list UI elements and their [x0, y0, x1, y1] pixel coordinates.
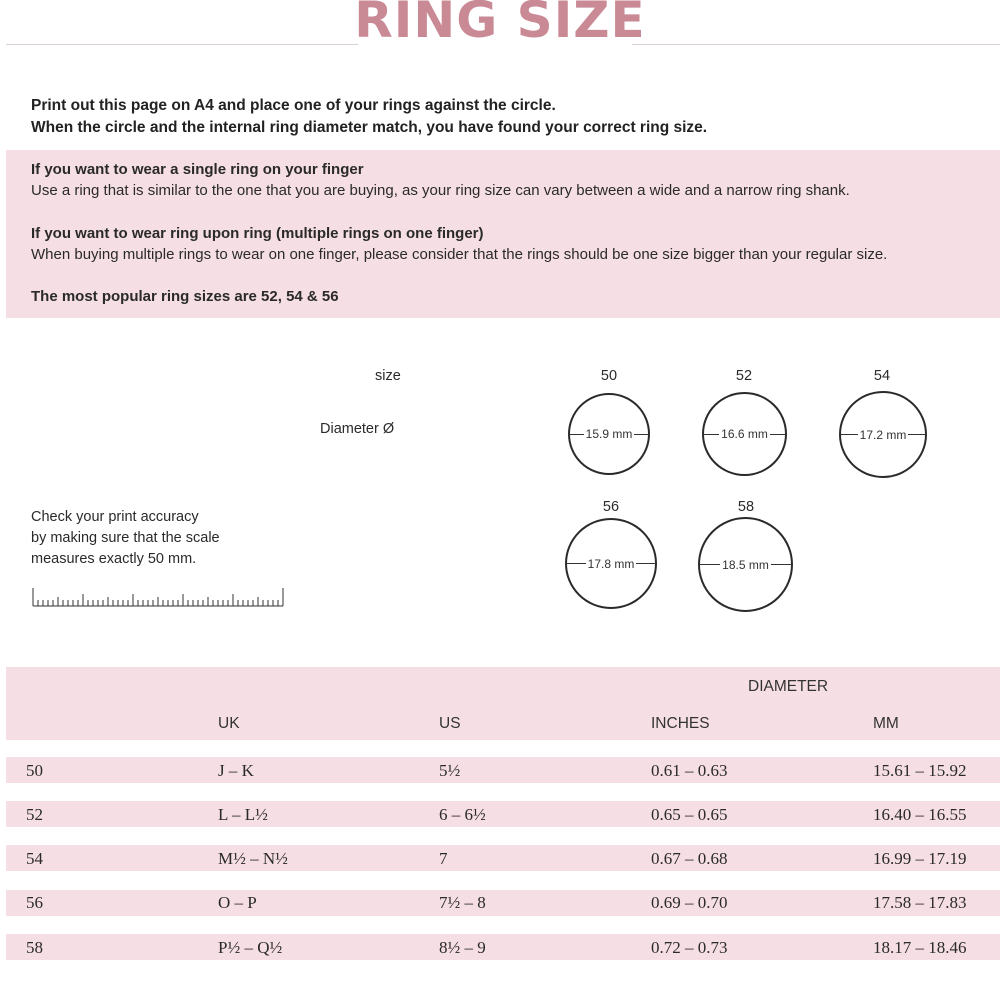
- multi-ring-info: [31, 223, 887, 265]
- multi-ring-text: When buying multiple rings to wear on one finger, please consider that the rings should be one size bigger than your regular size.: [31, 246, 888, 263]
- ring-size-54: 54: [873, 368, 891, 384]
- table-row: [6, 845, 1000, 871]
- ring-circle-56: [565, 518, 657, 609]
- table-cell-size: 50: [26, 761, 43, 780]
- column-header-inches: INCHES: [651, 715, 710, 732]
- ring-size-52: 52: [735, 368, 753, 384]
- table-cell-us: 8½ – 9: [439, 938, 486, 957]
- table-cell-mm: 15.61 – 15.92: [873, 761, 967, 780]
- table-cell-inches: 0.72 – 0.73: [651, 938, 728, 957]
- diameter-label: Diameter Ø: [320, 421, 395, 437]
- page-title: RING SIZE: [354, 0, 646, 49]
- table-row: [6, 757, 1000, 783]
- table-cell-inches: 0.67 – 0.68: [651, 849, 728, 868]
- table-row: [6, 934, 1000, 960]
- ring-circle-52: [702, 392, 787, 476]
- table-cell-uk: P½ – Q½: [218, 938, 283, 957]
- ring-mm-52: 16.6 mm: [721, 427, 768, 441]
- table-cell-inches: 0.61 – 0.63: [651, 761, 728, 780]
- table-cell-inches: 0.65 – 0.65: [651, 805, 728, 824]
- accuracy-line-1: Check your print accuracy: [31, 509, 199, 525]
- ring-mm-58: 18.5 mm: [722, 557, 769, 572]
- accuracy-line-2: by making sure that the scale: [31, 530, 220, 546]
- table-cell-size: 56: [26, 893, 43, 912]
- ring-size-50: 50: [600, 368, 618, 384]
- table-cell-us: 7½ – 8: [439, 893, 486, 912]
- table-cell-size: 54: [26, 849, 43, 868]
- scale-ruler-50mm: [31, 586, 285, 612]
- table-cell-size: 58: [26, 938, 43, 957]
- multi-ring-heading: If you want to wear ring upon ring (multiple rings on one finger): [31, 225, 484, 242]
- table-cell-mm: 17.58 – 17.83: [873, 893, 967, 912]
- table-cell-size: 52: [26, 805, 43, 824]
- ring-mm-50: 15.9 mm: [585, 427, 633, 441]
- popular-sizes-note: The most popular ring sizes are 52, 54 & 56: [31, 288, 339, 305]
- intro-line-2: When the circle and the internal ring diameter match, you have found your correct ring size.: [31, 119, 708, 136]
- ring-circle-54: [839, 391, 927, 478]
- size-label: size: [375, 368, 401, 384]
- table-row: [6, 801, 1000, 827]
- ring-mm-54: 17.2 mm: [859, 427, 907, 442]
- table-cell-mm: 16.99 – 17.19: [873, 849, 967, 868]
- ring-circle-58: [698, 517, 793, 612]
- table-cell-uk: L – L½: [218, 805, 268, 824]
- table-cell-uk: J – K: [218, 761, 254, 780]
- single-ring-heading: If you want to wear a single ring on your finger: [31, 161, 364, 178]
- table-cell-us: 6 – 6½: [439, 805, 486, 824]
- table-header-band: [6, 667, 1000, 740]
- ring-size-56: 56: [602, 499, 620, 515]
- ring-circle-50: [568, 393, 650, 475]
- table-cell-mm: 18.17 – 18.46: [873, 938, 967, 957]
- table-cell-mm: 16.40 – 16.55: [873, 805, 967, 824]
- column-header-us: US: [439, 715, 461, 732]
- table-cell-uk: O – P: [218, 893, 257, 912]
- single-ring-text: Use a ring that is similar to the one that you are buying, as your ring size can vary between a wide and a narrow ring shank.: [31, 182, 850, 199]
- single-ring-info: [31, 159, 850, 201]
- table-row: [6, 890, 1000, 916]
- column-header-mm: MM: [873, 715, 899, 732]
- table-cell-uk: M½ – N½: [218, 849, 288, 868]
- accuracy-line-3: measures exactly 50 mm.: [31, 551, 197, 567]
- table-cell-inches: 0.69 – 0.70: [651, 893, 728, 912]
- ring-size-58: 58: [737, 499, 755, 515]
- print-accuracy-note: [31, 507, 220, 570]
- intro-text: [31, 95, 707, 139]
- column-header-uk: UK: [218, 715, 240, 732]
- ring-mm-56: 17.8 mm: [587, 556, 635, 571]
- intro-line-1: Print out this page on A4 and place one of your rings against the circle.: [31, 97, 556, 114]
- diameter-group-header: DIAMETER: [748, 678, 829, 695]
- table-cell-us: 5½: [439, 761, 461, 780]
- table-cell-us: 7: [439, 849, 448, 868]
